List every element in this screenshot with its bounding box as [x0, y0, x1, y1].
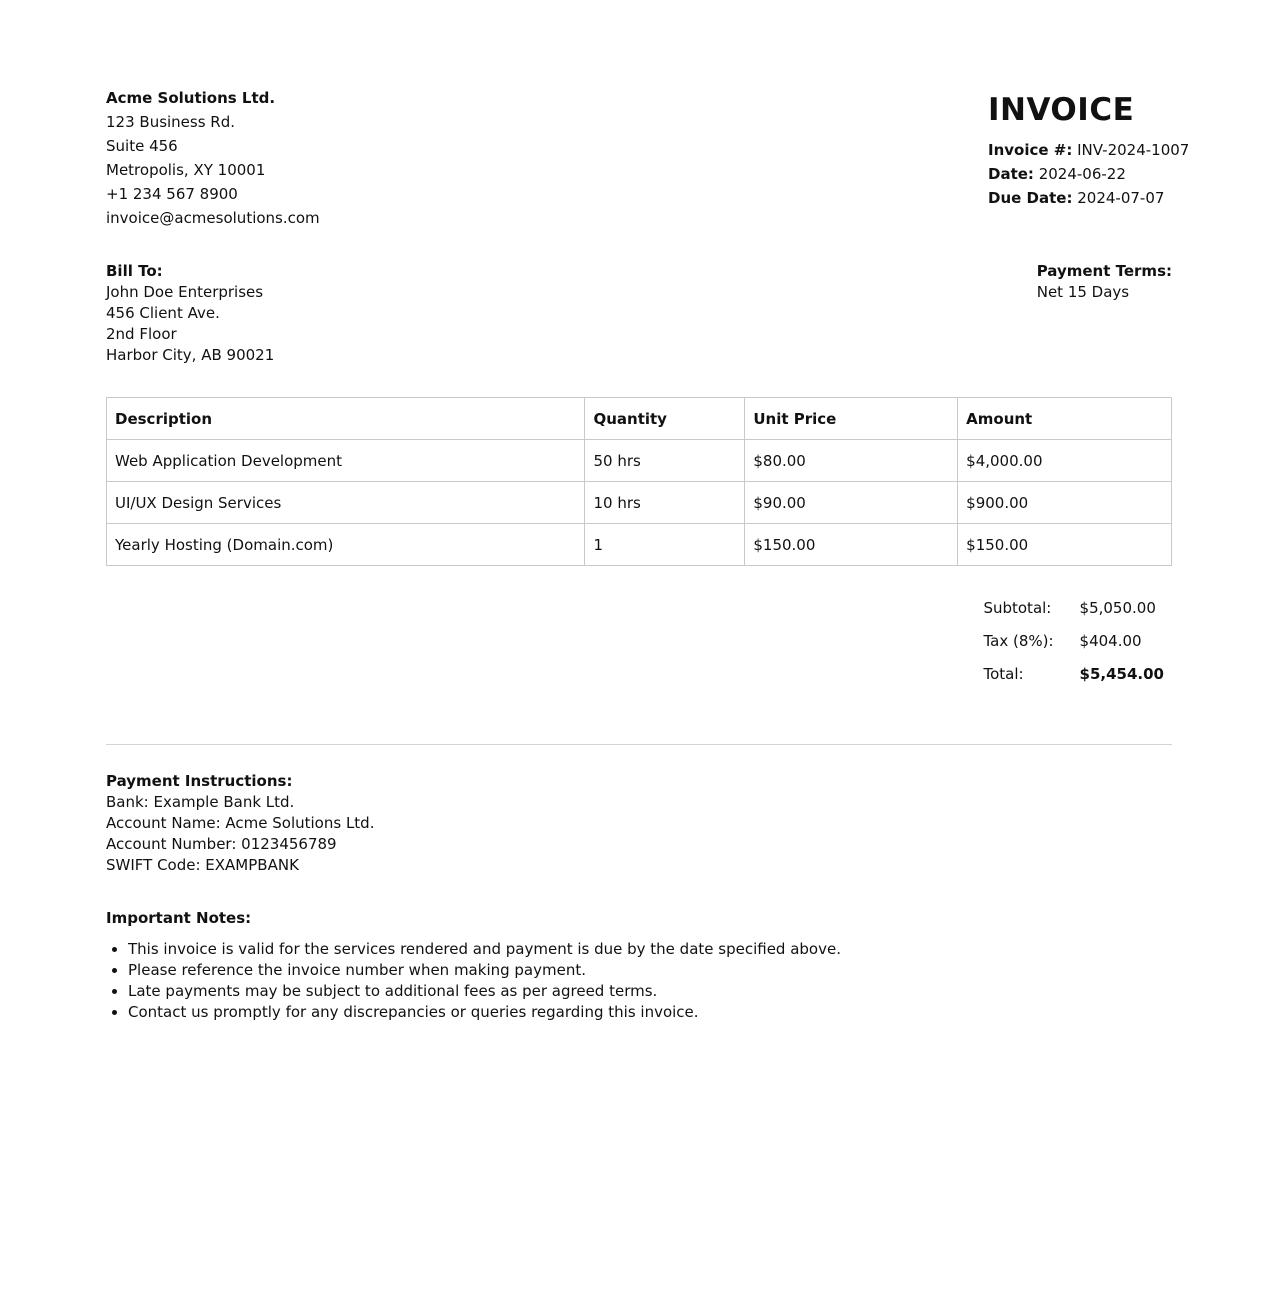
subtotal-label: Subtotal:	[983, 598, 1052, 617]
payment-instructions-section	[106, 771, 374, 876]
bill-to-section	[106, 261, 274, 366]
cell-description: Web Application Development	[107, 440, 585, 482]
cell-amount: $4,000.00	[958, 440, 1172, 482]
notes-list	[106, 939, 1172, 1023]
tax-value: $404.00	[1079, 631, 1142, 650]
important-notes-section	[106, 908, 1172, 1023]
payment-terms-section	[1037, 261, 1172, 303]
payment-terms-label: Payment Terms:	[1036, 262, 1172, 280]
bill-to-city-line: Harbor City, AB 90021	[106, 346, 275, 364]
cell-quantity: 50 hrs	[585, 440, 745, 482]
invoice-date-label: Date:	[988, 165, 1034, 183]
total-value: $5,454.00	[1079, 664, 1164, 683]
column-header-description: Description	[107, 398, 585, 440]
totals-table	[975, 591, 1172, 690]
column-header-quantity: Quantity	[585, 398, 745, 440]
list-item: • Late payments may be subject to additional fees as per agreed terms.	[128, 981, 1172, 1002]
list-item: • This invoice is valid for the services rendered and payment is due by the date specified above.	[128, 939, 1172, 960]
cell-description: UI/UX Design Services	[107, 482, 585, 524]
line-items-table	[106, 397, 1172, 566]
cell-quantity: 10 hrs	[585, 482, 745, 524]
invoice-due-date-line	[988, 186, 1172, 210]
invoice-due-date-label: Due Date:	[988, 189, 1073, 207]
cell-amount: $150.00	[958, 524, 1172, 566]
invoice-date-line	[988, 162, 1172, 186]
subtotal-value: $5,050.00	[1079, 598, 1156, 617]
cell-unit-price: $80.00	[745, 440, 958, 482]
bill-to-label: Bill To:	[106, 262, 163, 280]
swift-code: SWIFT Code: EXAMPBANK	[106, 856, 299, 874]
account-name: Account Name: Acme Solutions Ltd.	[106, 814, 375, 832]
payment-instructions-label: Payment Instructions:	[106, 772, 293, 790]
company-city-line: Metropolis, XY 10001	[106, 161, 266, 179]
table-header-row	[107, 398, 1172, 440]
list-item: • Contact us promptly for any discrepancies or queries regarding this invoice.	[128, 1002, 1172, 1023]
bill-to-address-line2: 2nd Floor	[106, 325, 177, 343]
bank-name: Bank: Example Bank Ltd.	[106, 793, 295, 811]
subtotal-row	[975, 591, 1172, 624]
company-email: invoice@acmesolutions.com	[106, 209, 320, 227]
company-address-line1: 123 Business Rd.	[106, 113, 236, 131]
total-row	[975, 657, 1172, 690]
section-divider	[106, 744, 1172, 745]
bill-to-name: John Doe Enterprises	[106, 283, 264, 301]
list-item: • Please reference the invoice number when making payment.	[128, 960, 1172, 981]
invoice-date: 2024-06-22	[1038, 165, 1126, 183]
important-notes-label: Important Notes:	[106, 909, 252, 927]
invoice-number: INV-2024-1007	[1077, 141, 1190, 159]
invoice-header	[988, 88, 1190, 210]
cell-description: Yearly Hosting (Domain.com)	[107, 524, 585, 566]
invoice-number-label: Invoice #:	[988, 141, 1073, 159]
company-info	[106, 86, 320, 230]
bill-to-address-line1: 456 Client Ave.	[106, 304, 220, 322]
total-label: Total:	[983, 664, 1024, 683]
invoice-due-date: 2024-07-07	[1077, 189, 1165, 207]
table-row	[107, 440, 1172, 482]
cell-quantity: 1	[585, 524, 745, 566]
tax-label: Tax (8%):	[983, 631, 1054, 650]
table-row	[107, 482, 1172, 524]
column-header-unit-price: Unit Price	[745, 398, 958, 440]
company-name: Acme Solutions Ltd.	[106, 89, 276, 107]
cell-amount: $900.00	[958, 482, 1172, 524]
company-address-line2: Suite 456	[106, 137, 178, 155]
invoice-title: INVOICE	[988, 92, 1135, 128]
company-phone: +1 234 567 8900	[106, 185, 238, 203]
cell-unit-price: $90.00	[745, 482, 958, 524]
invoice-number-line	[988, 138, 1190, 162]
account-number: Account Number: 0123456789	[106, 835, 337, 853]
column-header-amount: Amount	[958, 398, 1172, 440]
payment-terms-value: Net 15 Days	[1036, 283, 1130, 301]
tax-row	[975, 624, 1172, 657]
table-row	[107, 524, 1172, 566]
cell-unit-price: $150.00	[745, 524, 958, 566]
